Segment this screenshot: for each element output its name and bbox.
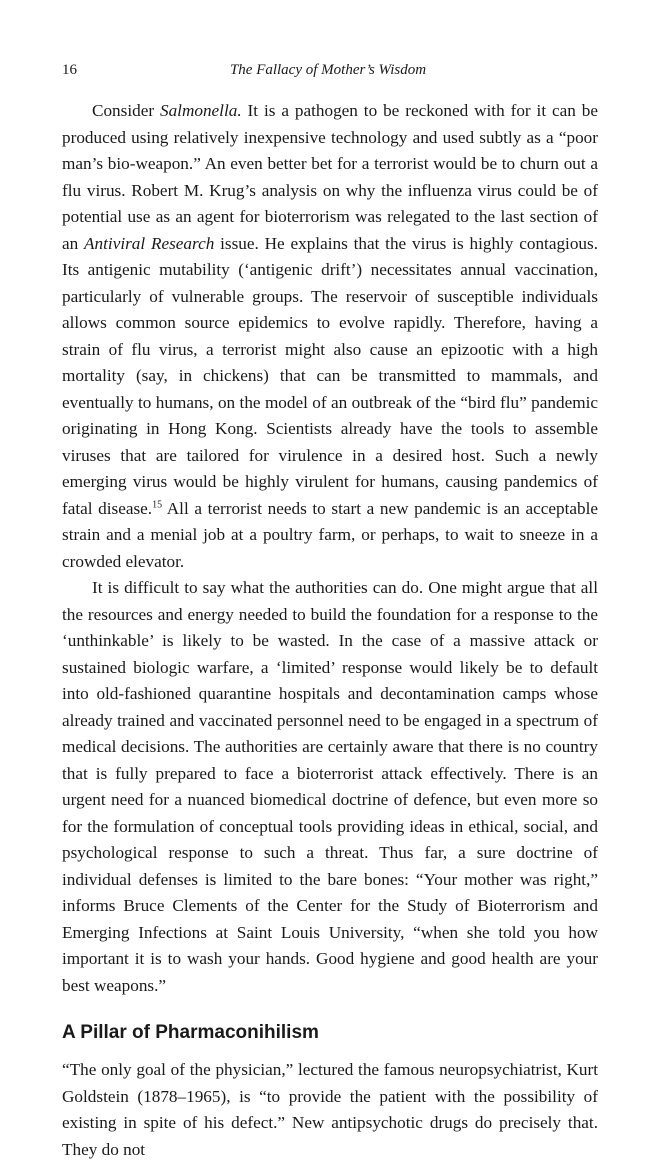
text-run: All a terrorist needs to start a new pandemic is an acceptable strain and a menial job at a poultry farm, or perhaps, to wait to sneeze in a crowded elevator.: [62, 498, 598, 571]
italic-journal-title: Antiviral Research: [84, 233, 215, 253]
running-head: [62, 62, 594, 82]
text-run: It is a pathogen to be reckoned with for it can be produced using relatively inexpensive technology and used subtly as a “poor man’s bio-weapon.” An even better bet for a terrorist would be to churn out a flu virus. Robert M. Krug’s analysis on why the influenza virus could be of potential use as an agent for bioterrorism was relegated to the last section of an: [62, 101, 599, 253]
running-title: The Fallacy of Mother’s Wisdom: [229, 62, 427, 78]
body-text: [62, 98, 598, 1163]
paragraph-goldstein: “The only goal of the physician,” lectured the famous neuropsychiatrist, Kurt Goldstein (1878–1965), is “to provide the patient with the possibility of existing in spite of his defect.” New antipsychotic drugs do precisely that. They do not: [62, 1060, 598, 1159]
italic-term-salmonella: Salmonella.: [159, 101, 242, 120]
page-number: 16: [62, 62, 77, 78]
paragraph-salmonella: [62, 98, 598, 575]
footnote-marker: 15: [152, 498, 163, 510]
text-run: issue. He explains that the virus is highly contagious. Its antigenic mutability (‘antigenic drift’) necessitates annual vaccination, particularly of vulnerable groups. The reservoir of susceptible individuals allows common source epidemics to evolve rapidly. Therefore, having a strain of flu virus, a terrorist might also cause an epizootic with a high mortality (say, in chickens) that can be transmitted to mammals, and eventually to humans, on the model of an outbreak of the “bird flu” pandemic originating in Hong Kong. Scientists already have the tools to assemble viruses that are tailored for virulence in a desired host. Such a newly emerging virus would be highly virulent for humans, causing pandemics of fatal disease.: [62, 233, 598, 518]
text-run: Consider: [92, 101, 160, 120]
section-heading: A Pillar of Pharmaconihilism: [62, 1022, 319, 1043]
paragraph-authorities: It is difficult to say what the authorities can do. One might argue that all the resources and energy needed to build the foundation for a response to the ‘unthinkable’ is likely to be wasted. In the case of a massive attack or sustained biologic warfare, a ‘limited’ response would likely be to default into old-fashioned quarantine hospitals and decontamination camps whose already trained and vaccinated personnel need to be engaged in a spectrum of medical decisions. The authorities are certainly aware that there is no country that is fully prepared to face a bioterrorist attack effectively. There is an urgent need for a nuanced biomedical doctrine of defence, but even more so for the formulation of conceptual tools providing ideas in ethical, social, and psychological response to such a threat. Thus far, a sure doctrine of individual defenses is limited to the bare bones: “Your mother was right,” informs Bruce Clements of the Center for the Study of Bioterrorism and Emerging Infections at Saint Louis University, “when she told you how important it is to wash your hands. Good hygiene and good health are your best weapons.”: [62, 578, 598, 995]
